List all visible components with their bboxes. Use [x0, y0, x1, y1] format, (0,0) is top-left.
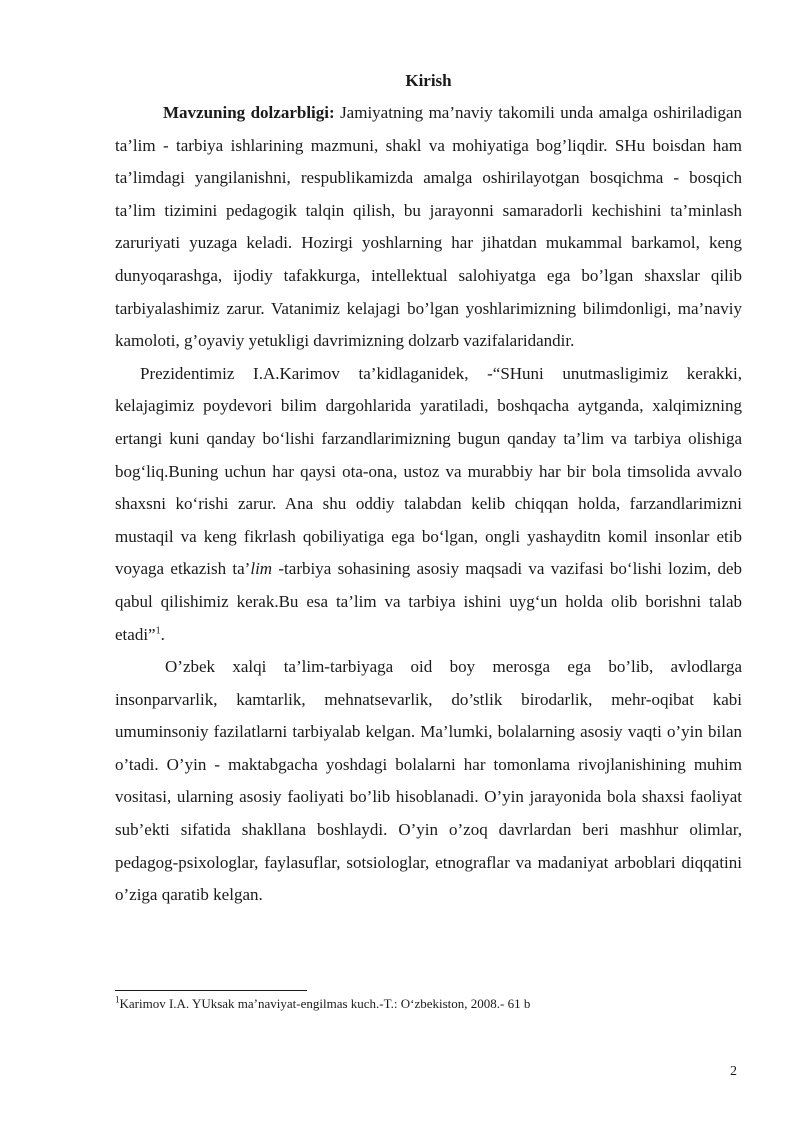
- paragraph-play: O’zbek xalqi ta’lim-tarbiyaga oid boy merosga ega bo’lib, avlodlarga insonparvarlik, kamtarlik, mehnatsevarlik, do’stlik birodarlik, mehr-oqibat kabi umuminsoniy fazilatlarni tarbiyalab kelgan. Ma’lumki, bolalarning asosiy vaqti o’yin bilan o’tadi. O’yin - maktabgacha yoshdagi bolalarni har tomonlama rivojlanishining muhim vositasi, ularning asosiy faoliyati bo’lib hisoblanadi. O’yin jarayonida bola shaxsi faoliyat sub’ekti sifatida shakllana boshlaydi. O’yin o’zoq davrlardan beri mashhur olimlar, pedagog-psixologlar, faylasuflar, sotsiologlar, etnograflar va madaniyat arboblari diqqatini o’ziga qaratib kelgan.: [115, 657, 742, 905]
- document-body: [115, 97, 742, 912]
- footnote-marker: 1: [115, 994, 120, 1005]
- paragraph-president-quote: [115, 358, 742, 651]
- quote-text-start: Prezidentimiz I.A.Karimov ta’kidlaganidek, -“SHuni unutmasligimiz kerakki, kelajagimiz poydevori bilim dargohlarida yaratiladi, boshqacha aytganda, xalqimizning ertangi kuni qanday bo‘lishi farzandlarimizning bugun qanday ta’lim va tarbiya olishiga bog‘liq.Buning uchun har qaysi ota-ona, ustoz va murabbiy har bir bola timsolida avvalo shaxsni ko‘rishi zarur. Ana shu oddiy talabdan kelib chiqqan holda, farzandlarimizni mustaqil va keng fikrlash qobiliyatiga ega bo‘lgan, ongli yashayditn komil insonlar etib voyaga etkazish ta’: [115, 363, 742, 579]
- footnote-text: Karimov I.A. YUksak ma’naviyat-engilmas kuch.-T.: O‘zbekiston, 2008.- 61 b: [119, 996, 531, 1011]
- page-title: Kirish: [405, 71, 452, 90]
- footnote: [115, 996, 742, 1012]
- footnote-reference[interactable]: 1: [155, 624, 161, 636]
- page-number: 2: [730, 1064, 737, 1079]
- quote-text-end: -tarbiya sohasining asosiy maqsadi va vazifasi bo‘lishi lozim, deb qabul qilishimiz kerak.Bu esa ta’lim va tarbiya ishini uyg‘un holda olib borishni talab etadi”: [115, 559, 742, 644]
- relevance-text: Jamiyatning ma’naviy takomili unda amalga oshiriladigan ta’lim - tarbiya ishlarining mazmuni, shakl va mohiyatiga bog’liqdir. SHu boisdan ham ta’limdagi yangilanishni, respublikamizda amalga oshirilayotgan bosqichma - bosqich ta’lim tizimini pedagogik talqin qilish, bu jarayonni samaradorli kechishini ta’minlash zaruriyati yuzaga keladi. Hozirgi yoshlarning har jihatdan mukammal barkamol, keng dunyoqarashga, ijodiy tafakkurga, intellektual salohiyatga ega bo’lgan shaxslar qilib tarbiyalashimiz zarur. Vatanimiz kelajagi bo’lgan yoshlarimizning bilimdonligi, ma’naviy kamoloti, g’oyaviy yetukligi davrimizning dolzarb vazifalaridandir.: [115, 103, 742, 351]
- relevance-heading: Mavzuning dolzarbligi:: [163, 103, 335, 122]
- footnote-divider: [115, 990, 307, 991]
- quote-italic-word: lim: [250, 559, 273, 579]
- paragraph-relevance: [115, 97, 742, 358]
- quote-period: .: [160, 624, 165, 644]
